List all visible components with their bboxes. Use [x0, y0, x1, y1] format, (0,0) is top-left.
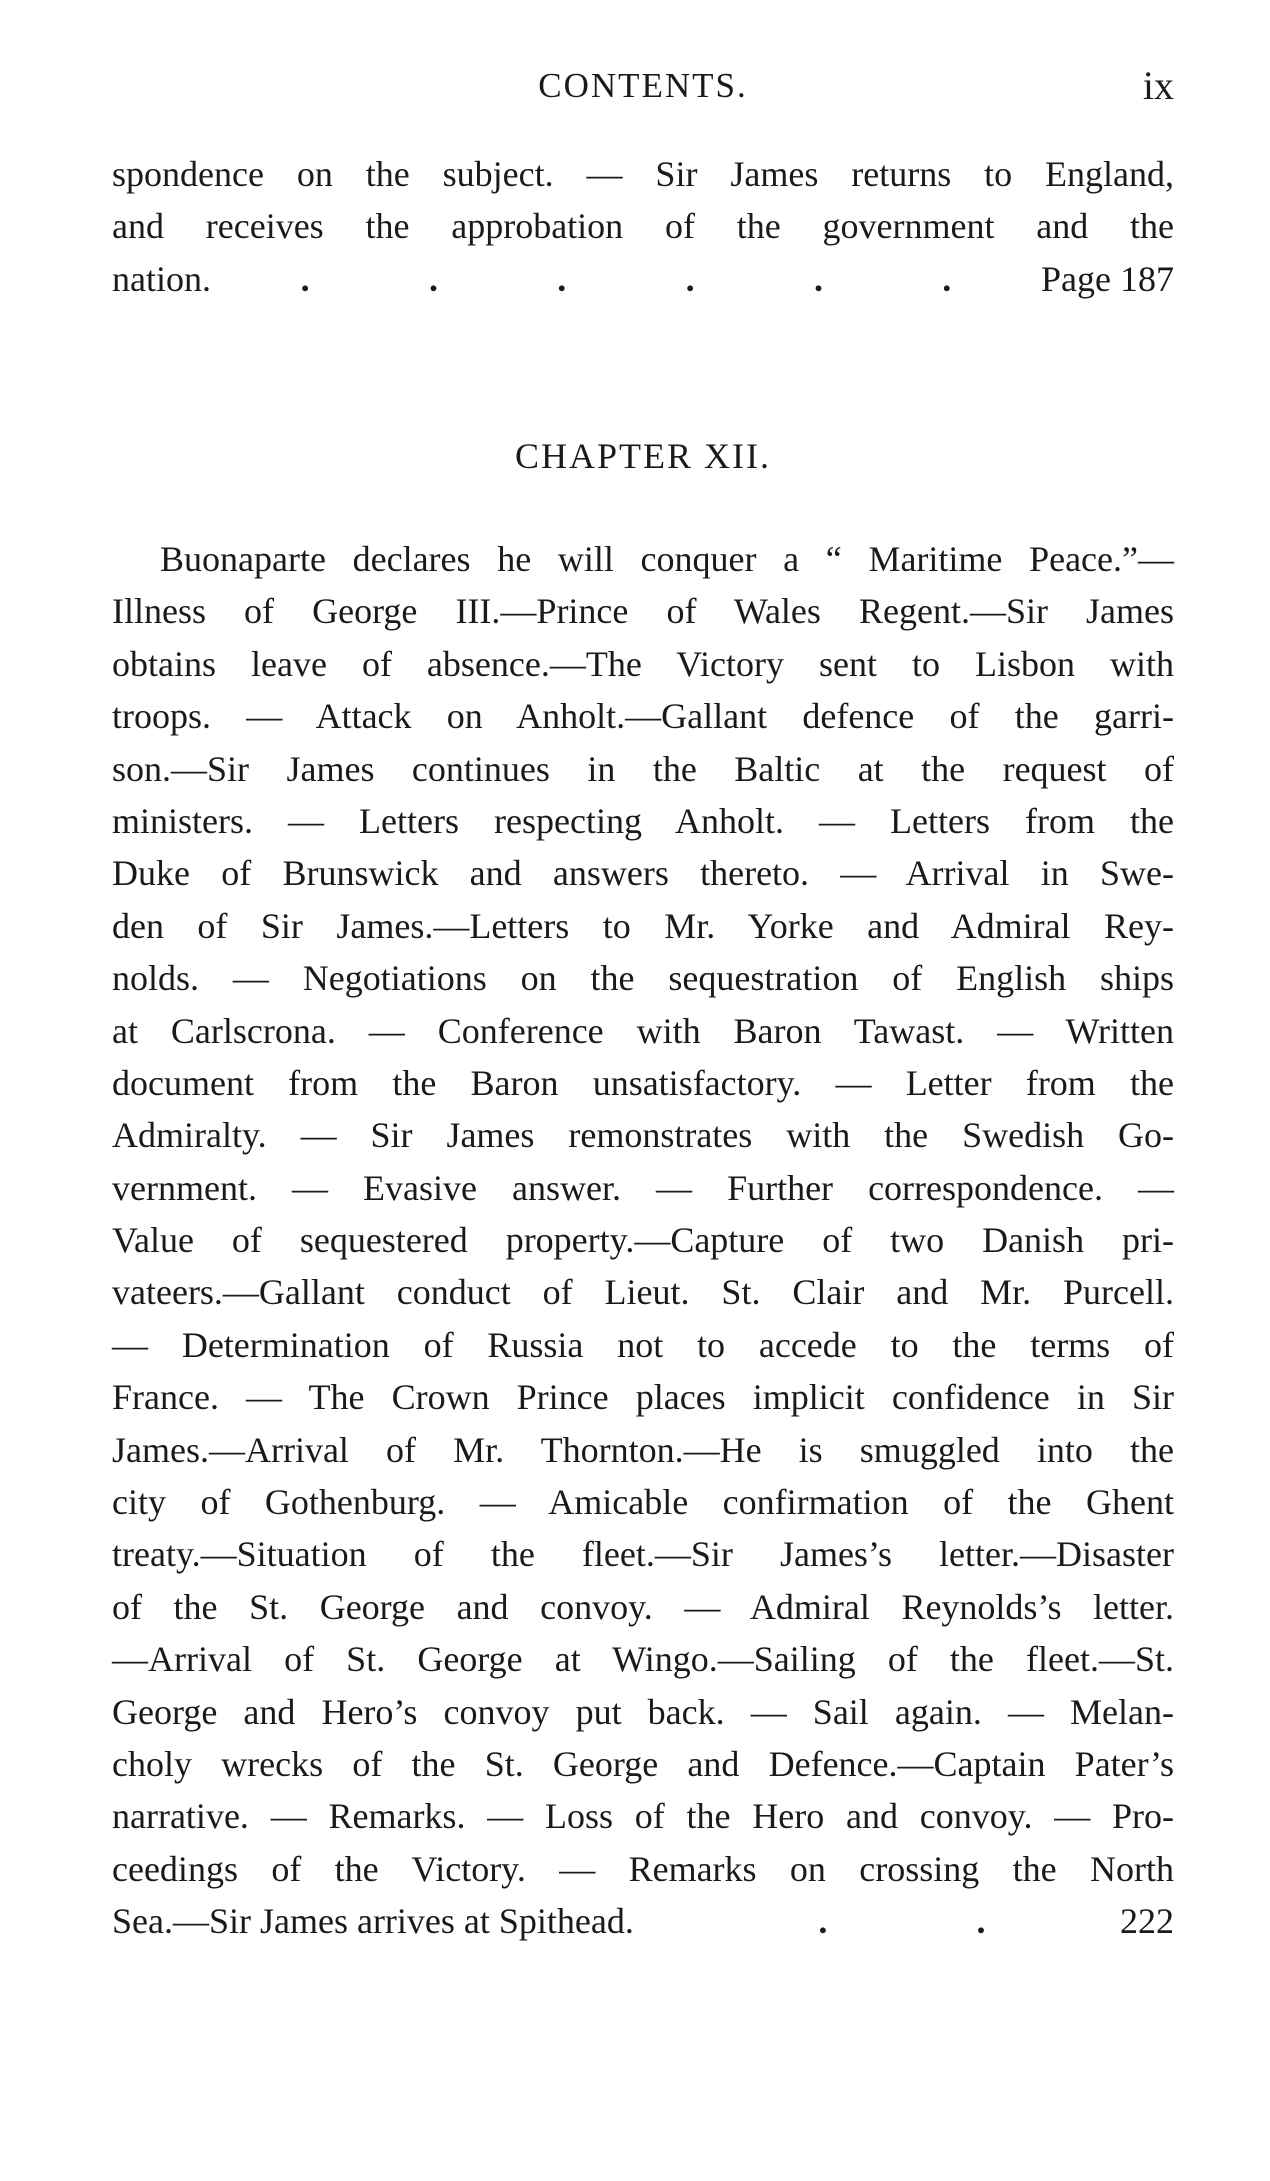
continuation-leader-line — [112, 253, 1174, 305]
summary-line: treaty.—Situation of the fleet.—Sir James’s letter.—Disaster — [112, 1534, 1174, 1575]
continuation-last-text: nation. — [112, 258, 211, 299]
summary-line: choly wrecks of the St. George and Defence.—Captain Pater’s — [112, 1743, 1174, 1784]
summary-line: —Arrival of St. George at Wingo.—Sailing of the fleet.—St. — [112, 1639, 1174, 1680]
continuation-line: spondence on the subject. — Sir James returns to England, — [112, 154, 1174, 194]
summary-line: Duke of Brunswick and answers thereto. — Arrival in Swe- — [112, 853, 1174, 894]
summary-line: narrative. — Remarks. — Loss of the Hero and convoy. — Pro- — [112, 1796, 1174, 1837]
continuation-entry — [112, 148, 1174, 305]
summary-line: of the St. George and convoy. — Admiral Reynolds’s letter. — [112, 1586, 1174, 1627]
summary-line: den of Sir James.—Letters to Mr. Yorke and Admiral Rey- — [112, 905, 1174, 946]
chapter-page-ref: 222 — [1120, 1901, 1174, 1942]
summary-line: ceedings of the Victory. — Remarks on crossing the North — [112, 1848, 1174, 1889]
summary-line: document from the Baron unsatisfactory. — Letter from the — [112, 1062, 1174, 1103]
chapter-last-text: Sea.—Sir James arrives at Spithead. — [112, 1901, 634, 1942]
continuation-page-ref: Page 187 — [1041, 258, 1174, 299]
summary-line: troops. — Attack on Anholt.—Gallant defence of the garri- — [112, 696, 1174, 737]
summary-line: vernment. — Evasive answer. — Further correspondence. — — [112, 1167, 1174, 1208]
summary-line: France. — The Crown Prince places implicit confidence in Sir — [112, 1377, 1174, 1418]
summary-line: Admiralty. — Sir James remonstrates with the Swedish Go- — [112, 1115, 1174, 1156]
summary-line: nolds. — Negotiations on the sequestration of English ships — [112, 958, 1174, 999]
page-number: ix — [1142, 63, 1174, 108]
summary-line: James.—Arrival of Mr. Thornton.—He is smuggled into the — [112, 1429, 1174, 1470]
chapter-summary — [112, 533, 1174, 1948]
chapter-leader-line — [112, 1895, 1174, 1947]
summary-line: city of Gothenburg. — Amicable confirmation of the Ghent — [112, 1482, 1174, 1523]
continuation-line: and receives the approbation of the government and the — [112, 206, 1174, 247]
summary-line: at Carlscrona. — Conference with Baron Tawast. — Written — [112, 1010, 1174, 1051]
running-title: CONTENTS. — [538, 66, 748, 105]
summary-line: obtains leave of absence.—The Victory sent to Lisbon with — [112, 643, 1174, 684]
dot-leader: . . . . . . — [300, 258, 952, 299]
summary-line: George and Hero’s convoy put back. — Sail again. — Melan- — [112, 1691, 1174, 1732]
summary-line: — Determination of Russia not to accede to the terms of — [112, 1324, 1174, 1365]
summary-line: vateers.—Gallant conduct of Lieut. St. Clair and Mr. Purcell. — [112, 1272, 1174, 1313]
running-head — [112, 62, 1174, 112]
dot-leader: . . — [818, 1901, 986, 1942]
summary-line: son.—Sir James continues in the Baltic at the request of — [112, 748, 1174, 789]
chapter-heading: CHAPTER XII. — [515, 436, 771, 476]
summary-line: ministers. — Letters respecting Anholt. — Letters from the — [112, 800, 1174, 841]
summary-line: Illness of George III.—Prince of Wales Regent.—Sir James — [112, 591, 1174, 632]
summary-line: Buonaparte declares he will conquer a “ Maritime Peace.”— — [160, 539, 1174, 579]
summary-line: Value of sequestered property.—Capture of two Danish pri- — [112, 1220, 1174, 1261]
